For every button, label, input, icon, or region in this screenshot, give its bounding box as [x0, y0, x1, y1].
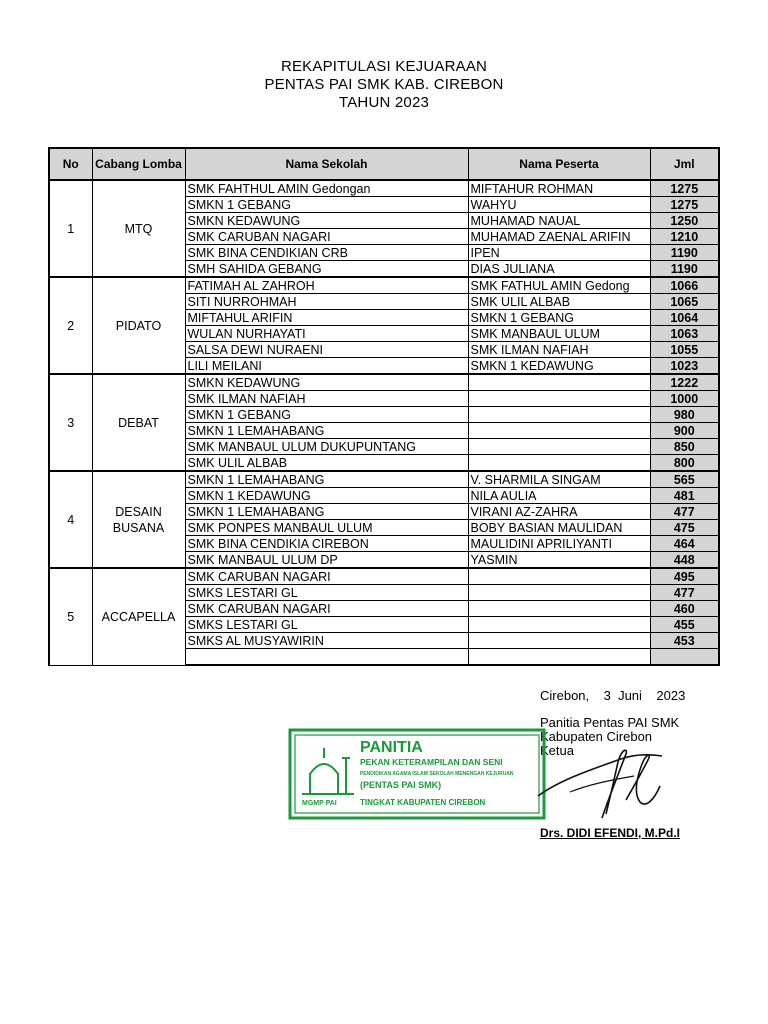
results-table: [48, 147, 720, 666]
cell-peserta: [468, 633, 650, 649]
cell-jml: [650, 649, 719, 666]
cell-jml: 455: [650, 617, 719, 633]
signature-month: Juni: [618, 688, 642, 703]
document-title: [0, 58, 768, 112]
cell-sekolah: SMK FAHTHUL AMIN Gedongan: [185, 180, 468, 197]
cell-sekolah: SMK CARUBAN NAGARI: [185, 568, 468, 585]
cell-peserta: [468, 439, 650, 455]
cell-jml: 1064: [650, 310, 719, 326]
cell-sekolah: SMK BINA CENDIKIAN CRB: [185, 245, 468, 261]
header-peserta: Nama Peserta: [468, 148, 650, 180]
cell-jml: 1190: [650, 245, 719, 261]
cell-jml: 900: [650, 423, 719, 439]
cell-jml: 481: [650, 488, 719, 504]
cell-jml: 1065: [650, 294, 719, 310]
header-jml: Jml: [650, 148, 719, 180]
cell-sekolah: LILI MEILANI: [185, 358, 468, 375]
cell-peserta: [468, 455, 650, 472]
table-row: [49, 180, 719, 197]
header-sekolah: Nama Sekolah: [185, 148, 468, 180]
title-line-3: TAHUN 2023: [338, 94, 430, 111]
cell-cabang: PIDATO: [92, 277, 185, 374]
cell-peserta: MUHAMAD ZAENAL ARIFIN: [468, 229, 650, 245]
cell-jml: 980: [650, 407, 719, 423]
header-no: No: [49, 148, 92, 180]
cell-jml: 1275: [650, 180, 719, 197]
cell-peserta: VIRANI AZ-ZAHRA: [468, 504, 650, 520]
stamp-line-2: PENDIDIKAN AGAMA ISLAM SEKOLAH MENENGAH KEJURUAN: [360, 771, 514, 777]
cell-sekolah: FATIMAH AL ZAHROH: [185, 277, 468, 294]
cell-peserta: SMK MANBAUL ULUM: [468, 326, 650, 342]
cell-jml: 495: [650, 568, 719, 585]
cell-peserta: YASMIN: [468, 552, 650, 569]
cell-sekolah: SMKN 1 LEMAHABANG: [185, 504, 468, 520]
signature-place: Cirebon,: [540, 688, 590, 703]
cell-peserta: [468, 601, 650, 617]
cell-jml: 1250: [650, 213, 719, 229]
cell-sekolah: MIFTAHUL ARIFIN: [185, 310, 468, 326]
signer-name: Drs. DIDI EFENDI, M.Pd.I: [540, 826, 681, 840]
cell-peserta: WAHYU: [468, 197, 650, 213]
table-row: [49, 374, 719, 391]
cell-sekolah: SMKN 1 KEDAWUNG: [185, 488, 468, 504]
cell-sekolah: SMKN 1 LEMAHABANG: [185, 423, 468, 439]
cell-sekolah: SMK ULIL ALBAB: [185, 455, 468, 472]
committee-stamp: [288, 728, 546, 825]
cell-sekolah: SMK BINA CENDIKIA CIREBON: [185, 536, 468, 552]
cell-jml: 1023: [650, 358, 719, 375]
signature-date: [540, 688, 685, 703]
cell-sekolah: SMK MANBAUL ULUM DP: [185, 552, 468, 569]
cell-sekolah: SMKS LESTARI GL: [185, 585, 468, 601]
cell-no: 5: [49, 568, 92, 665]
cell-peserta: SMKN 1 GEBANG: [468, 310, 650, 326]
cell-sekolah: SMK CARUBAN NAGARI: [185, 601, 468, 617]
cell-sekolah: SMK MANBAUL ULUM DUKUPUNTANG: [185, 439, 468, 455]
cell-sekolah: SMK CARUBAN NAGARI: [185, 229, 468, 245]
handwritten-signature: [530, 740, 680, 830]
signature-day: 3: [603, 688, 611, 703]
stamp-badge: MGMP PAI: [302, 800, 337, 807]
table-row: [49, 568, 719, 585]
cell-sekolah: WULAN NURHAYATI: [185, 326, 468, 342]
cell-sekolah: [185, 649, 468, 666]
committee-line-1: Panitia Pentas PAI SMK: [540, 715, 680, 730]
title-line-2: PENTAS PAI SMK KAB. CIREBON: [264, 76, 504, 93]
cell-jml: 1210: [650, 229, 719, 245]
cell-jml: 565: [650, 471, 719, 488]
cell-peserta: MUHAMAD NAUAL: [468, 213, 650, 229]
cell-sekolah: SMKN 1 GEBANG: [185, 407, 468, 423]
cell-sekolah: SMH SAHIDA GEBANG: [185, 261, 468, 278]
cell-peserta: [468, 407, 650, 423]
cell-peserta: [468, 374, 650, 391]
table-body: [49, 180, 719, 665]
cell-sekolah: SMKN KEDAWUNG: [185, 213, 468, 229]
cell-jml: 453: [650, 633, 719, 649]
cell-jml: 464: [650, 536, 719, 552]
stamp-graphic: [288, 728, 546, 820]
cell-jml: 1055: [650, 342, 719, 358]
header-cabang: Cabang Lomba: [92, 148, 185, 180]
stamp-line-1: PEKAN KETERAMPILAN DAN SENI: [360, 757, 503, 767]
cell-jml: 1066: [650, 277, 719, 294]
cell-peserta: DIAS JULIANA: [468, 261, 650, 278]
table-row: [49, 277, 719, 294]
stamp-title: PANITIA: [360, 739, 423, 756]
cell-sekolah: SALSA DEWI NURAENI: [185, 342, 468, 358]
cell-jml: 477: [650, 504, 719, 520]
cell-cabang: DEBAT: [92, 374, 185, 471]
table-row: [49, 471, 719, 488]
cell-peserta: [468, 568, 650, 585]
mosque-icon: [302, 748, 354, 794]
cell-sekolah: SITI NURROHMAH: [185, 294, 468, 310]
cell-cabang: MTQ: [92, 180, 185, 277]
cell-peserta: SMK FATHUL AMIN Gedong: [468, 277, 650, 294]
cell-no: 3: [49, 374, 92, 471]
cell-jml: 1275: [650, 197, 719, 213]
committee-line-2: Kabupaten Cirebon: [540, 729, 653, 744]
cell-peserta: [468, 649, 650, 666]
cell-peserta: MAULIDINI APRILIYANTI: [468, 536, 650, 552]
cell-peserta: [468, 617, 650, 633]
title-line-1: REKAPITULASI KEJUARAAN: [280, 58, 488, 75]
cell-peserta: [468, 423, 650, 439]
cell-sekolah: SMKN 1 GEBANG: [185, 197, 468, 213]
stamp-line-4: TINGKAT KABUPATEN CIREBON: [360, 798, 486, 807]
cell-jml: 448: [650, 552, 719, 569]
cell-sekolah: SMKS LESTARI GL: [185, 617, 468, 633]
cell-no: 1: [49, 180, 92, 277]
stamp-line-3: (PENTAS PAI SMK): [360, 780, 442, 790]
cell-sekolah: SMK ILMAN NAFIAH: [185, 391, 468, 407]
cell-jml: 460: [650, 601, 719, 617]
cell-cabang: DESAIN BUSANA: [92, 471, 185, 568]
cell-sekolah: SMKN 1 LEMAHABANG: [185, 471, 468, 488]
cell-sekolah: SMK PONPES MANBAUL ULUM: [185, 520, 468, 536]
cell-peserta: SMK ILMAN NAFIAH: [468, 342, 650, 358]
cell-jml: 1222: [650, 374, 719, 391]
cell-jml: 1190: [650, 261, 719, 278]
cell-no: 4: [49, 471, 92, 568]
cell-jml: 1063: [650, 326, 719, 342]
committee-line-3: Ketua: [540, 743, 574, 758]
cell-peserta: MIFTAHUR ROHMAN: [468, 180, 650, 197]
cell-peserta: SMKN 1 KEDAWUNG: [468, 358, 650, 375]
table-header-row: [49, 148, 719, 180]
cell-jml: 475: [650, 520, 719, 536]
cell-sekolah: SMKS AL MUSYAWIRIN: [185, 633, 468, 649]
cell-peserta: IPEN: [468, 245, 650, 261]
cell-jml: 850: [650, 439, 719, 455]
cell-jml: 1000: [650, 391, 719, 407]
cell-peserta: [468, 585, 650, 601]
signature-graphic: [530, 740, 680, 825]
cell-jml: 477: [650, 585, 719, 601]
signature-year: 2023: [656, 688, 686, 703]
cell-sekolah: SMKN KEDAWUNG: [185, 374, 468, 391]
cell-peserta: V. SHARMILA SINGAM: [468, 471, 650, 488]
cell-peserta: BOBY BASIAN MAULIDAN: [468, 520, 650, 536]
cell-cabang: ACCAPELLA: [92, 568, 185, 665]
cell-no: 2: [49, 277, 92, 374]
cell-peserta: SMK ULIL ALBAB: [468, 294, 650, 310]
cell-jml: 800: [650, 455, 719, 472]
cell-peserta: [468, 391, 650, 407]
cell-peserta: NILA AULIA: [468, 488, 650, 504]
